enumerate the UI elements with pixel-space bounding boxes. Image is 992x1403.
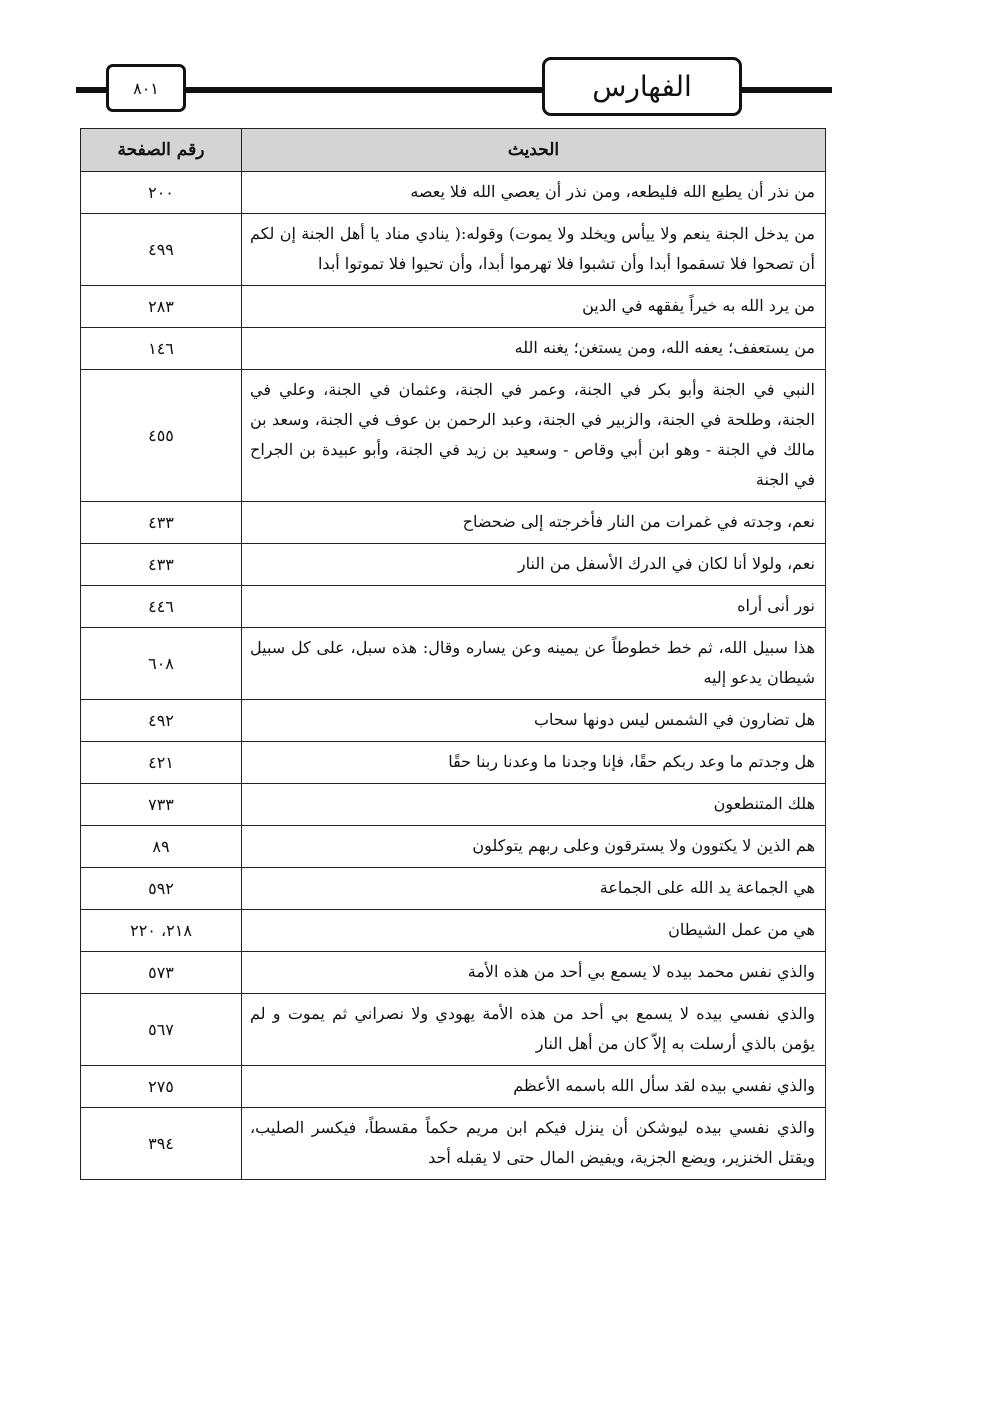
hadith-text: والذي نفسي بيده لا يسمع بي أحد من هذه الأمة يهودي ولا نصراني ثم يموت و لم يؤمن بالذي أرسلت به إلاّ كان من أهل النار <box>242 994 826 1066</box>
hadith-text: هل تضارون في الشمس ليس دونها سحاب <box>242 700 826 742</box>
page-title: الفهارس <box>542 57 742 116</box>
table-row <box>81 172 826 214</box>
hadith-text: النبي في الجنة وأبو بكر في الجنة، وعمر في الجنة، وعثمان في الجنة، وعلي في الجنة، وطلحة في الجنة، والزبير في الجنة، وعبد الرحمن بن عوف في الجنة، وسعد بن مالك في الجنة - وهو ابن أبي وقاص - وسعيد بن زيد في الجنة، وأبو عبيدة بن الجراح في الجنة <box>242 370 826 502</box>
table-row <box>81 994 826 1066</box>
page-reference: ٤٤٦ <box>81 586 242 628</box>
table-row <box>81 328 826 370</box>
table-row <box>81 700 826 742</box>
page-reference: ٢١٨، ٢٢٠ <box>81 910 242 952</box>
page-reference: ٢٨٣ <box>81 286 242 328</box>
table-row <box>81 1108 826 1180</box>
hadith-text: هي من عمل الشيطان <box>242 910 826 952</box>
table-row <box>81 286 826 328</box>
page-reference: ٢٧٥ <box>81 1066 242 1108</box>
hadith-text: من يستعفف؛ يعفه الله، ومن يستغن؛ يغنه الله <box>242 328 826 370</box>
table-row <box>81 868 826 910</box>
hadith-text: والذي نفس محمد بيده لا يسمع بي أحد من هذه الأمة <box>242 952 826 994</box>
table-row <box>81 544 826 586</box>
page-reference: ٤٣٣ <box>81 544 242 586</box>
hadith-text: هلك المتنطعون <box>242 784 826 826</box>
hadith-text: من نذر أن يطيع الله فليطعه، ومن نذر أن يعصي الله فلا يعصه <box>242 172 826 214</box>
hadith-text: والذي نفسي بيده ليوشكن أن ينزل فيكم ابن مريم حكماً مقسطاً، فيكسر الصليب، ويقتل الخنزير، ويضع الجزية، ويفيض المال حتى لا يقبله أحد <box>242 1108 826 1180</box>
page-reference: ٣٩٤ <box>81 1108 242 1180</box>
page-reference: ٤٣٣ <box>81 502 242 544</box>
hadith-text: نور أنى أراه <box>242 586 826 628</box>
column-header-page: رقم الصفحة <box>81 129 242 172</box>
table-row <box>81 628 826 700</box>
page-reference: ٥٧٣ <box>81 952 242 994</box>
table-header-row <box>81 129 826 172</box>
table-row <box>81 784 826 826</box>
hadith-text: من يدخل الجنة ينعم ولا ييأس ويخلد ولا يموت) وقوله:( ينادي مناد يا أهل الجنة إن لكم أن تصحوا فلا تسقموا أبدا وأن تشبوا فلا تهرموا أبدا، وأن تحيوا فلا تموتوا أبدا <box>242 214 826 286</box>
hadith-text: هي الجماعة يد الله على الجماعة <box>242 868 826 910</box>
table-row <box>81 502 826 544</box>
table-row <box>81 952 826 994</box>
table-row <box>81 1066 826 1108</box>
page-reference: ٤٥٥ <box>81 370 242 502</box>
table-row <box>81 370 826 502</box>
page-reference: ٤٢١ <box>81 742 242 784</box>
hadith-text: من يرد الله به خيراً يفقهه في الدين <box>242 286 826 328</box>
table-body <box>81 172 826 1180</box>
page-reference: ٧٣٣ <box>81 784 242 826</box>
hadith-text: نعم، وجدته في غمرات من النار فأخرجته إلى ضحضاح <box>242 502 826 544</box>
table-row <box>81 910 826 952</box>
column-header-hadith: الحديث <box>242 129 826 172</box>
page-reference: ٢٠٠ <box>81 172 242 214</box>
hadith-text: هل وجدتم ما وعد ربكم حقًا، فإنا وجدنا ما وعدنا ربنا حقًا <box>242 742 826 784</box>
page-reference: ٤٩٢ <box>81 700 242 742</box>
table-row <box>81 742 826 784</box>
table-row <box>81 214 826 286</box>
table-row <box>81 586 826 628</box>
table-row <box>81 826 826 868</box>
page-reference: ٥٦٧ <box>81 994 242 1066</box>
hadith-text: هم الذين لا يكتوون ولا يسترقون وعلى ربهم يتوكلون <box>242 826 826 868</box>
page-reference: ٦٠٨ <box>81 628 242 700</box>
page-number: ٨٠١ <box>106 64 186 112</box>
hadith-text: والذي نفسي بيده لقد سأل الله باسمه الأعظم <box>242 1066 826 1108</box>
page-reference: ٨٩ <box>81 826 242 868</box>
hadith-text: هذا سبيل الله، ثم خط خطوطاً عن يمينه وعن يساره وقال: هذه سبل، على كل سبيل شيطان يدعو إليه <box>242 628 826 700</box>
hadith-index-table <box>80 128 826 1180</box>
hadith-text: نعم، ولولا أنا لكان في الدرك الأسفل من النار <box>242 544 826 586</box>
page-reference: ١٤٦ <box>81 328 242 370</box>
page-reference: ٤٩٩ <box>81 214 242 286</box>
page-reference: ٥٩٢ <box>81 868 242 910</box>
